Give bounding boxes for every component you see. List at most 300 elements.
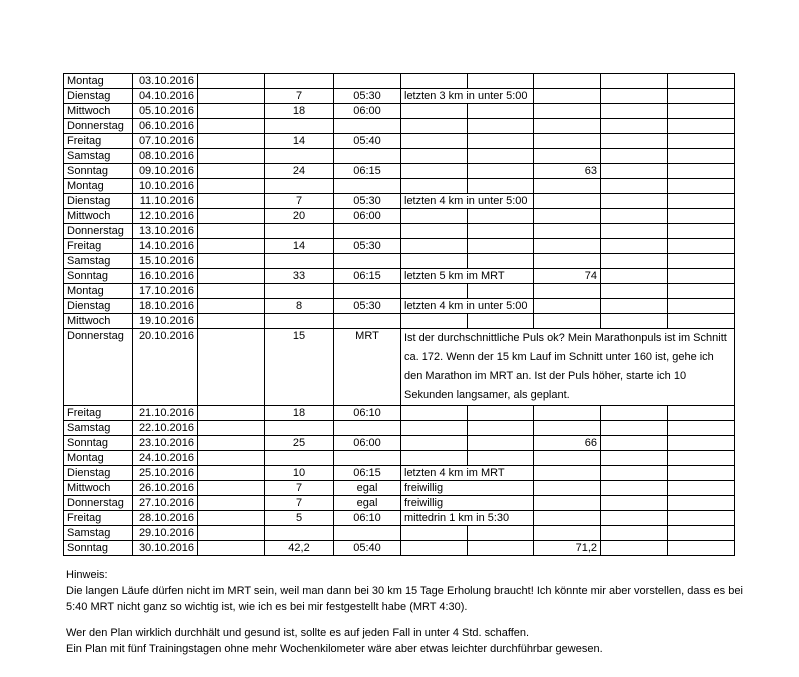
- value-cell: [534, 89, 601, 104]
- table-row: [64, 284, 735, 299]
- empty-cell: [401, 239, 468, 254]
- table-row: [64, 134, 735, 149]
- value-cell: [534, 134, 601, 149]
- empty-cell: [601, 149, 668, 164]
- pace-cell: [334, 254, 401, 269]
- empty-cell: [198, 194, 265, 209]
- empty-cell: [601, 89, 668, 104]
- notes-section: [66, 567, 766, 657]
- weekday-cell: Mittwoch: [64, 209, 133, 224]
- date-cell: 04.10.2016: [133, 89, 198, 104]
- date-cell: 24.10.2016: [133, 451, 198, 466]
- weekday-cell: Donnerstag: [64, 119, 133, 134]
- pace-cell: egal: [334, 481, 401, 496]
- distance-cell: [265, 179, 334, 194]
- distance-cell: [265, 224, 334, 239]
- table-row: [64, 451, 735, 466]
- empty-cell: [601, 194, 668, 209]
- empty-cell: [401, 254, 468, 269]
- table-row: [64, 194, 735, 209]
- date-cell: 30.10.2016: [133, 541, 198, 556]
- pace-cell: 06:00: [334, 104, 401, 119]
- empty-cell: [401, 406, 468, 421]
- empty-cell: [198, 451, 265, 466]
- distance-cell: [265, 74, 334, 89]
- value-cell: [534, 451, 601, 466]
- weekday-cell: Samstag: [64, 421, 133, 436]
- empty-cell: [401, 541, 468, 556]
- pace-cell: 05:40: [334, 541, 401, 556]
- value-cell: [534, 209, 601, 224]
- pace-cell: [334, 224, 401, 239]
- empty-cell: [468, 406, 534, 421]
- table-row: [64, 314, 735, 329]
- empty-cell: [668, 541, 735, 556]
- pace-cell: 06:15: [334, 164, 401, 179]
- date-cell: 18.10.2016: [133, 299, 198, 314]
- date-cell: 29.10.2016: [133, 526, 198, 541]
- pace-cell: 06:15: [334, 466, 401, 481]
- value-cell: [534, 406, 601, 421]
- empty-cell: [601, 284, 668, 299]
- empty-cell: [668, 89, 735, 104]
- empty-cell: [198, 164, 265, 179]
- empty-cell: [668, 421, 735, 436]
- table-row: [64, 481, 735, 496]
- empty-cell: [601, 314, 668, 329]
- value-cell: [534, 299, 601, 314]
- pace-cell: 05:30: [334, 239, 401, 254]
- empty-cell: [668, 239, 735, 254]
- distance-cell: 18: [265, 104, 334, 119]
- note-cell: freiwillig: [401, 496, 534, 511]
- table-row: [64, 254, 735, 269]
- table-row: [64, 209, 735, 224]
- pace-cell: 05:30: [334, 194, 401, 209]
- empty-cell: [198, 179, 265, 194]
- pace-cell: 05:40: [334, 134, 401, 149]
- value-cell: [534, 74, 601, 89]
- pace-cell: [334, 451, 401, 466]
- empty-cell: [601, 209, 668, 224]
- empty-cell: [198, 329, 265, 406]
- empty-cell: [468, 224, 534, 239]
- empty-cell: [668, 269, 735, 284]
- pace-cell: [334, 149, 401, 164]
- pace-cell: 06:10: [334, 406, 401, 421]
- weekday-cell: Donnerstag: [64, 224, 133, 239]
- note-cell: letzten 4 km in unter 5:00: [401, 299, 534, 314]
- date-cell: 12.10.2016: [133, 209, 198, 224]
- pace-cell: [334, 421, 401, 436]
- table-row: [64, 89, 735, 104]
- date-cell: 20.10.2016: [133, 329, 198, 406]
- distance-cell: [265, 451, 334, 466]
- weekday-cell: Samstag: [64, 254, 133, 269]
- table-row: [64, 526, 735, 541]
- empty-cell: [668, 149, 735, 164]
- value-cell: [534, 314, 601, 329]
- empty-cell: [198, 466, 265, 481]
- date-cell: 19.10.2016: [133, 314, 198, 329]
- empty-cell: [401, 119, 468, 134]
- date-cell: 16.10.2016: [133, 269, 198, 284]
- distance-cell: [265, 284, 334, 299]
- date-cell: 25.10.2016: [133, 466, 198, 481]
- table-row: [64, 496, 735, 511]
- value-cell: [534, 481, 601, 496]
- empty-cell: [198, 314, 265, 329]
- empty-cell: [601, 496, 668, 511]
- empty-cell: [601, 254, 668, 269]
- empty-cell: [601, 104, 668, 119]
- table-row: [64, 149, 735, 164]
- value-cell: [534, 149, 601, 164]
- pace-cell: 06:00: [334, 209, 401, 224]
- weekday-cell: Mittwoch: [64, 314, 133, 329]
- date-cell: 08.10.2016: [133, 149, 198, 164]
- empty-cell: [668, 436, 735, 451]
- distance-cell: 7: [265, 194, 334, 209]
- weekday-cell: Montag: [64, 179, 133, 194]
- weekday-cell: Donnerstag: [64, 496, 133, 511]
- empty-cell: [468, 526, 534, 541]
- value-cell: [534, 466, 601, 481]
- empty-cell: [668, 511, 735, 526]
- empty-cell: [468, 436, 534, 451]
- weekday-cell: Sonntag: [64, 541, 133, 556]
- empty-cell: [601, 224, 668, 239]
- distance-cell: 25: [265, 436, 334, 451]
- value-cell: 66: [534, 436, 601, 451]
- empty-cell: [668, 526, 735, 541]
- empty-cell: [198, 89, 265, 104]
- weekday-cell: Mittwoch: [64, 481, 133, 496]
- empty-cell: [401, 421, 468, 436]
- weekday-cell: Donnerstag: [64, 329, 133, 406]
- value-cell: [534, 496, 601, 511]
- empty-cell: [601, 466, 668, 481]
- weekday-cell: Freitag: [64, 239, 133, 254]
- value-cell: [534, 239, 601, 254]
- empty-cell: [198, 421, 265, 436]
- empty-cell: [198, 511, 265, 526]
- note-cell: letzten 5 km im MRT: [401, 269, 534, 284]
- table-row: [64, 299, 735, 314]
- empty-cell: [601, 119, 668, 134]
- empty-cell: [198, 239, 265, 254]
- notes-paragraph: Wer den Plan wirklich durchhält und gesund ist, sollte es auf jeden Fall in unter 4 Std. schaffen.: [66, 627, 530, 639]
- empty-cell: [401, 451, 468, 466]
- notes-heading: Hinweis:: [66, 569, 108, 581]
- empty-cell: [468, 74, 534, 89]
- empty-cell: [668, 481, 735, 496]
- empty-cell: [601, 299, 668, 314]
- empty-cell: [401, 149, 468, 164]
- weekday-cell: Montag: [64, 284, 133, 299]
- table-row: [64, 329, 735, 406]
- weekday-cell: Montag: [64, 74, 133, 89]
- empty-cell: [668, 119, 735, 134]
- empty-cell: [468, 314, 534, 329]
- empty-cell: [668, 451, 735, 466]
- empty-cell: [468, 541, 534, 556]
- pace-cell: [334, 119, 401, 134]
- pace-cell: 06:15: [334, 269, 401, 284]
- date-cell: 28.10.2016: [133, 511, 198, 526]
- distance-cell: [265, 149, 334, 164]
- value-cell: [534, 254, 601, 269]
- distance-cell: 14: [265, 239, 334, 254]
- note-cell: letzten 4 km in unter 5:00: [401, 194, 534, 209]
- distance-cell: 15: [265, 329, 334, 406]
- note-cell: freiwillig: [401, 481, 534, 496]
- empty-cell: [468, 134, 534, 149]
- empty-cell: [601, 436, 668, 451]
- empty-cell: [401, 526, 468, 541]
- empty-cell: [401, 104, 468, 119]
- empty-cell: [198, 224, 265, 239]
- distance-cell: [265, 421, 334, 436]
- distance-cell: 33: [265, 269, 334, 284]
- distance-cell: [265, 119, 334, 134]
- value-cell: [534, 284, 601, 299]
- pace-cell: MRT: [334, 329, 401, 406]
- empty-cell: [198, 74, 265, 89]
- empty-cell: [468, 209, 534, 224]
- value-cell: 63: [534, 164, 601, 179]
- empty-cell: [601, 406, 668, 421]
- training-plan-table: [63, 73, 735, 556]
- date-cell: 10.10.2016: [133, 179, 198, 194]
- empty-cell: [668, 299, 735, 314]
- date-cell: 26.10.2016: [133, 481, 198, 496]
- empty-cell: [468, 179, 534, 194]
- empty-cell: [668, 466, 735, 481]
- notes-paragraph: Die langen Läufe dürfen nicht im MRT sein, weil man dann bei 30 km 15 Tage Erholung braucht! Ich könnte mir aber vorstellen, dass es bei 5:40 MRT nicht ganz so wichtig ist, wie ich es bei mir festgestellt habe (MRT 4:30).: [66, 585, 743, 613]
- distance-cell: 24: [265, 164, 334, 179]
- weekday-cell: Samstag: [64, 526, 133, 541]
- value-cell: [534, 224, 601, 239]
- distance-cell: 18: [265, 406, 334, 421]
- empty-cell: [668, 284, 735, 299]
- weekday-cell: Dienstag: [64, 89, 133, 104]
- table-row: [64, 406, 735, 421]
- weekday-cell: Mittwoch: [64, 104, 133, 119]
- empty-cell: [668, 134, 735, 149]
- table-row: [64, 224, 735, 239]
- empty-cell: [668, 406, 735, 421]
- value-cell: 71,2: [534, 541, 601, 556]
- date-cell: 23.10.2016: [133, 436, 198, 451]
- empty-cell: [468, 254, 534, 269]
- empty-cell: [401, 179, 468, 194]
- note-cell: mittedrin 1 km in 5:30: [401, 511, 534, 526]
- empty-cell: [198, 134, 265, 149]
- weekday-cell: Dienstag: [64, 466, 133, 481]
- table-row: [64, 179, 735, 194]
- distance-cell: 5: [265, 511, 334, 526]
- pace-cell: [334, 74, 401, 89]
- empty-cell: [668, 496, 735, 511]
- pace-cell: [334, 284, 401, 299]
- table-row: [64, 239, 735, 254]
- value-cell: [534, 511, 601, 526]
- table-row: [64, 269, 735, 284]
- empty-cell: [198, 104, 265, 119]
- weekday-cell: Sonntag: [64, 269, 133, 284]
- empty-cell: [601, 481, 668, 496]
- empty-cell: [401, 284, 468, 299]
- pace-cell: [334, 526, 401, 541]
- pace-cell: 06:00: [334, 436, 401, 451]
- empty-cell: [198, 496, 265, 511]
- distance-cell: [265, 526, 334, 541]
- distance-cell: 14: [265, 134, 334, 149]
- empty-cell: [668, 254, 735, 269]
- pace-cell: [334, 314, 401, 329]
- weekday-cell: Dienstag: [64, 194, 133, 209]
- table-row: [64, 436, 735, 451]
- empty-cell: [468, 119, 534, 134]
- empty-cell: [668, 104, 735, 119]
- table-row: [64, 541, 735, 556]
- empty-cell: [198, 526, 265, 541]
- value-cell: [534, 526, 601, 541]
- weekday-cell: Sonntag: [64, 436, 133, 451]
- pace-cell: [334, 179, 401, 194]
- empty-cell: [198, 299, 265, 314]
- note-cell: Ist der durchschnittliche Puls ok? Mein Marathonpuls ist im Schnitt ca. 172. Wenn der 15 km Lauf im Schnitt unter 160 ist, gehe ich den Marathon im MRT an. Ist der Puls höher, starte ich 10 Sekunden langsamer, als geplant.: [401, 329, 735, 406]
- distance-cell: 8: [265, 299, 334, 314]
- empty-cell: [668, 224, 735, 239]
- note-cell: letzten 4 km im MRT: [401, 466, 534, 481]
- empty-cell: [468, 284, 534, 299]
- date-cell: 27.10.2016: [133, 496, 198, 511]
- distance-cell: 7: [265, 496, 334, 511]
- empty-cell: [198, 436, 265, 451]
- value-cell: [534, 194, 601, 209]
- distance-cell: [265, 314, 334, 329]
- pace-cell: 06:10: [334, 511, 401, 526]
- empty-cell: [601, 164, 668, 179]
- weekday-cell: Sonntag: [64, 164, 133, 179]
- empty-cell: [198, 149, 265, 164]
- date-cell: 11.10.2016: [133, 194, 198, 209]
- empty-cell: [468, 421, 534, 436]
- empty-cell: [468, 164, 534, 179]
- date-cell: 05.10.2016: [133, 104, 198, 119]
- date-cell: 07.10.2016: [133, 134, 198, 149]
- value-cell: [534, 179, 601, 194]
- empty-cell: [668, 194, 735, 209]
- value-cell: [534, 421, 601, 436]
- date-cell: 06.10.2016: [133, 119, 198, 134]
- distance-cell: 42,2: [265, 541, 334, 556]
- weekday-cell: Freitag: [64, 406, 133, 421]
- note-cell: letzten 3 km in unter 5:00: [401, 89, 534, 104]
- table-row: [64, 466, 735, 481]
- empty-cell: [401, 164, 468, 179]
- empty-cell: [668, 314, 735, 329]
- empty-cell: [401, 209, 468, 224]
- table-row: [64, 119, 735, 134]
- date-cell: 15.10.2016: [133, 254, 198, 269]
- weekday-cell: Montag: [64, 451, 133, 466]
- empty-cell: [198, 284, 265, 299]
- table-row: [64, 511, 735, 526]
- pace-cell: egal: [334, 496, 401, 511]
- weekday-cell: Freitag: [64, 134, 133, 149]
- date-cell: 13.10.2016: [133, 224, 198, 239]
- pace-cell: 05:30: [334, 299, 401, 314]
- empty-cell: [198, 541, 265, 556]
- weekday-cell: Freitag: [64, 511, 133, 526]
- distance-cell: [265, 254, 334, 269]
- empty-cell: [668, 164, 735, 179]
- weekday-cell: Samstag: [64, 149, 133, 164]
- empty-cell: [468, 451, 534, 466]
- empty-cell: [668, 74, 735, 89]
- distance-cell: 20: [265, 209, 334, 224]
- date-cell: 22.10.2016: [133, 421, 198, 436]
- empty-cell: [601, 239, 668, 254]
- empty-cell: [468, 104, 534, 119]
- empty-cell: [601, 179, 668, 194]
- empty-cell: [198, 119, 265, 134]
- empty-cell: [601, 526, 668, 541]
- value-cell: 74: [534, 269, 601, 284]
- distance-cell: 7: [265, 89, 334, 104]
- table-row: [64, 104, 735, 119]
- empty-cell: [401, 74, 468, 89]
- date-cell: 17.10.2016: [133, 284, 198, 299]
- empty-cell: [198, 481, 265, 496]
- empty-cell: [198, 254, 265, 269]
- empty-cell: [601, 451, 668, 466]
- empty-cell: [198, 269, 265, 284]
- pace-cell: 05:30: [334, 89, 401, 104]
- distance-cell: 7: [265, 481, 334, 496]
- empty-cell: [198, 406, 265, 421]
- empty-cell: [601, 74, 668, 89]
- table-row: [64, 164, 735, 179]
- empty-cell: [601, 134, 668, 149]
- empty-cell: [601, 421, 668, 436]
- empty-cell: [468, 239, 534, 254]
- weekday-cell: Dienstag: [64, 299, 133, 314]
- empty-cell: [198, 209, 265, 224]
- empty-cell: [668, 179, 735, 194]
- empty-cell: [468, 149, 534, 164]
- table-row: [64, 74, 735, 89]
- value-cell: [534, 104, 601, 119]
- empty-cell: [401, 436, 468, 451]
- empty-cell: [601, 511, 668, 526]
- value-cell: [534, 119, 601, 134]
- date-cell: 14.10.2016: [133, 239, 198, 254]
- date-cell: 03.10.2016: [133, 74, 198, 89]
- empty-cell: [601, 269, 668, 284]
- distance-cell: 10: [265, 466, 334, 481]
- notes-paragraph: Ein Plan mit fünf Trainingstagen ohne mehr Wochenkilometer wäre aber etwas leichter durchführbar gewesen.: [66, 643, 603, 655]
- table-row: [64, 421, 735, 436]
- empty-cell: [401, 224, 468, 239]
- date-cell: 21.10.2016: [133, 406, 198, 421]
- empty-cell: [601, 541, 668, 556]
- empty-cell: [401, 314, 468, 329]
- empty-cell: [668, 209, 735, 224]
